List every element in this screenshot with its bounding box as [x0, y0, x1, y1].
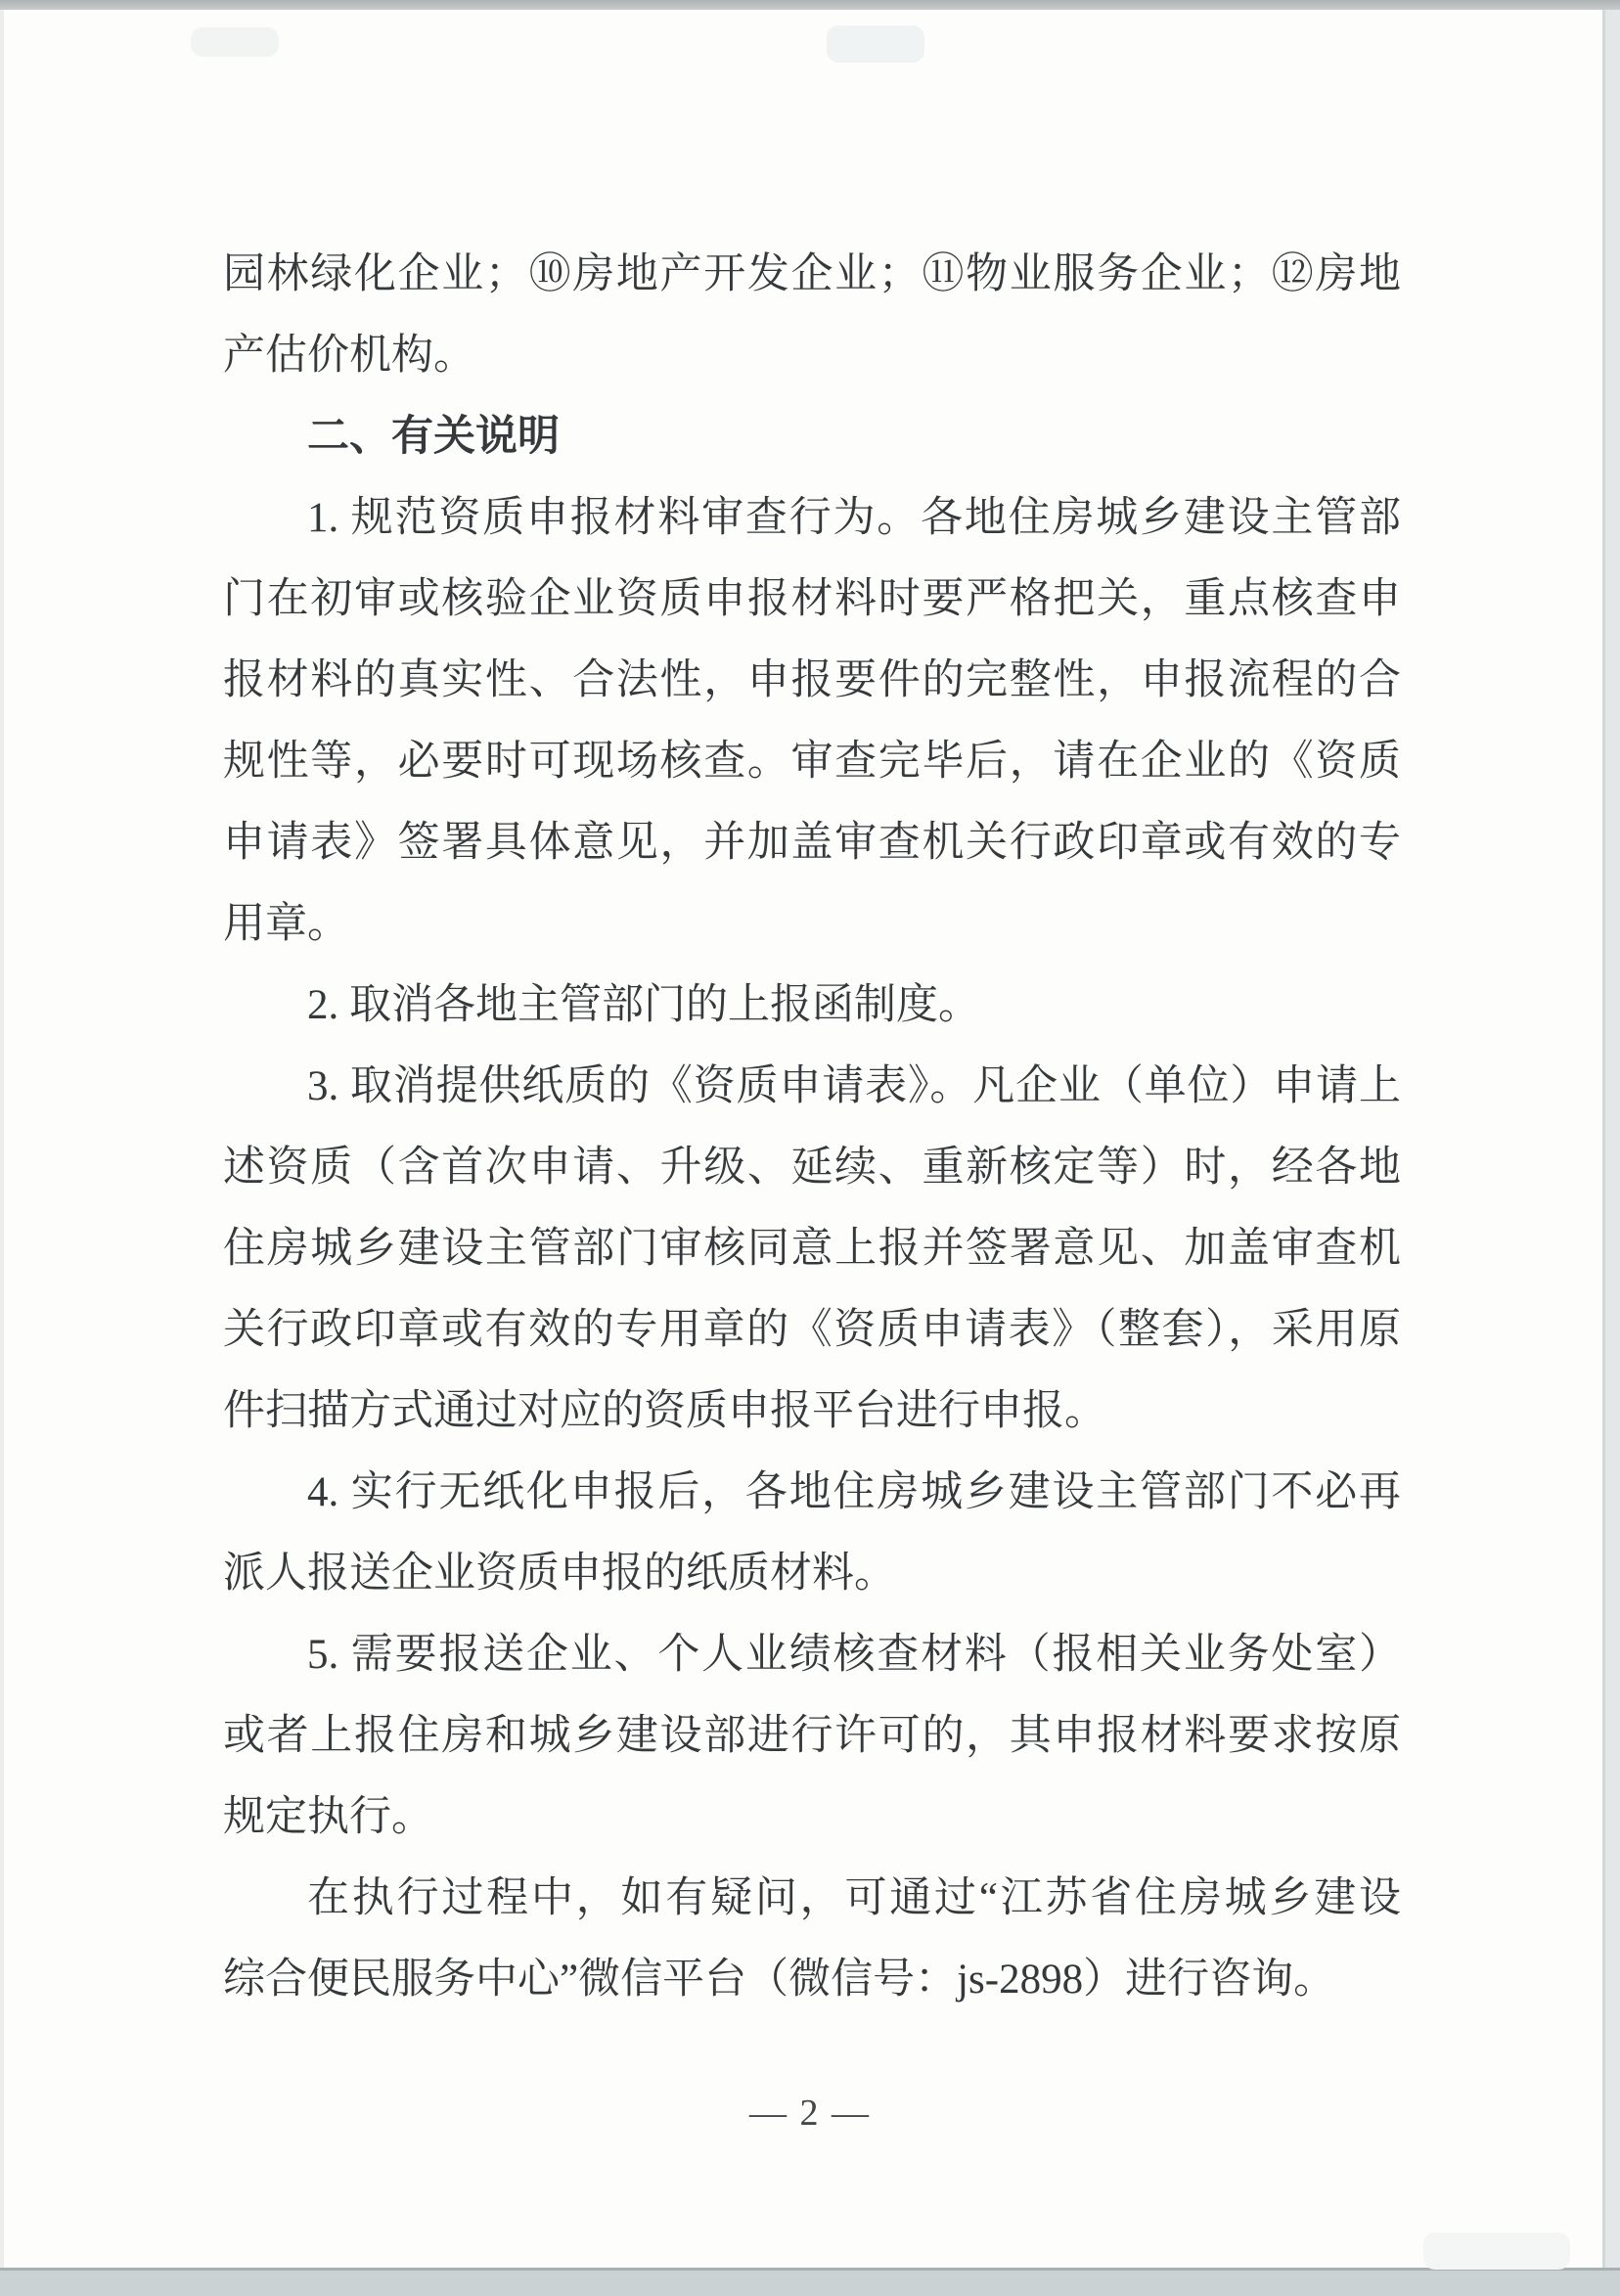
- text-line: 或者上报住房和城乡建设部进行许可的，其申报材料要求按原: [223, 1713, 1401, 1759]
- scan-edge-right: [1602, 10, 1620, 2268]
- text-line: 申请表》签署具体意见，并加盖审查机关行政印章或有效的专: [223, 820, 1401, 866]
- text-line: 件扫描方式通过对应的资质申报平台进行申报。: [223, 1388, 1106, 1434]
- scan-edge-left: [0, 10, 4, 2268]
- section-heading: 二、有关说明: [307, 414, 560, 460]
- text-line: 产估价机构。: [223, 333, 475, 379]
- text-line: 3. 取消提供纸质的《资质申请表》。凡企业（单位）申请上: [307, 1063, 1401, 1109]
- page-number: — 2 —: [749, 2093, 871, 2134]
- text-line: 报材料的真实性、合法性，申报要件的完整性，申报流程的合: [223, 657, 1401, 703]
- scan-artifact: [827, 25, 924, 63]
- text-line: 述资质（含首次申请、升级、延续、重新核定等）时，经各地: [223, 1145, 1401, 1191]
- scan-artifact: [191, 27, 279, 57]
- text-line: 5. 需要报送企业、个人业绩核查材料（报相关业务处室）: [307, 1632, 1401, 1678]
- text-line: 园林绿化企业；⑩房地产开发企业；⑪物业服务企业；⑫房地: [223, 251, 1401, 297]
- scan-artifact: [1423, 2232, 1570, 2270]
- scan-edge-bottom: [0, 2268, 1620, 2296]
- text-line: 用章。: [223, 901, 349, 947]
- text-line: 在执行过程中，如有疑问，可通过“江苏省住房城乡建设: [307, 1875, 1401, 1921]
- scan-edge-top: [0, 0, 1620, 10]
- text-line: 综合便民服务中心”微信平台（微信号：js-2898）进行咨询。: [223, 1957, 1336, 2003]
- text-line: 派人报送企业资质申报的纸质材料。: [223, 1551, 896, 1597]
- text-line: 4. 实行无纸化申报后，各地住房城乡建设主管部门不必再: [307, 1469, 1401, 1515]
- text-line: 规定执行。: [223, 1794, 433, 1840]
- text-line: 1. 规范资质申报材料审查行为。各地住房城乡建设主管部: [307, 495, 1401, 541]
- document-page: [223, 234, 1401, 2020]
- text-line: 2. 取消各地主管部门的上报函制度。: [307, 982, 980, 1028]
- text-line: 关行政印章或有效的专用章的《资质申请表》（整套），采用原: [223, 1307, 1401, 1353]
- text-line: 住房城乡建设主管部门审核同意上报并签署意见、加盖审查机: [223, 1226, 1401, 1272]
- text-line: 门在初审或核验企业资质申报材料时要严格把关，重点核查申: [223, 576, 1401, 622]
- text-line: 规性等，必要时可现场核查。审查完毕后，请在企业的《资质: [223, 739, 1401, 785]
